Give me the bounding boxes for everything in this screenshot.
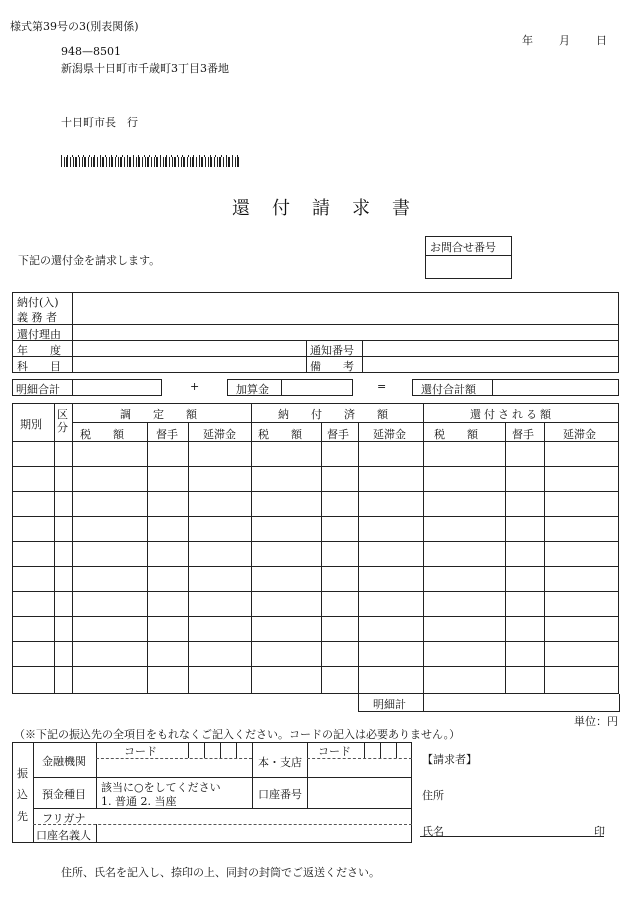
- sub-delay-1: 延滞金: [203, 428, 236, 441]
- branch-label: 本・支店: [258, 756, 302, 769]
- remarks-label: 備 考: [310, 360, 354, 373]
- account-type-label: 預金種目: [42, 788, 86, 801]
- recipient: 十日町市長 行: [61, 116, 138, 129]
- detail-total-label: 明細合計: [16, 383, 60, 396]
- footer-instruction: 住所、氏名を記入し、捺印の上、同封の封筒でご返送ください。: [61, 866, 380, 879]
- inquiry-number-field[interactable]: [428, 259, 508, 275]
- detail-subtotal-label: 明細計: [373, 698, 406, 711]
- postal-code: 948—8501: [61, 45, 121, 58]
- date-day: 日: [596, 34, 607, 47]
- code-label-2: コード: [318, 745, 351, 758]
- seal-label: 印: [594, 825, 605, 838]
- inquiry-label: お問合せ番号: [430, 241, 496, 254]
- bank-side-1: 振: [17, 767, 28, 780]
- fiscal-year-label: 年 度: [17, 344, 61, 357]
- additional-label: 加算金: [236, 383, 269, 396]
- document-title: 還付請求書: [232, 198, 432, 219]
- form-number: 様式第39号の3(別表関係): [10, 20, 139, 33]
- sub-tax-1: 税 額: [80, 428, 124, 441]
- col-class: 区分: [57, 408, 68, 434]
- intro-text: 下記の還付金を請求します。: [18, 254, 161, 267]
- furigana-label: フリガナ: [42, 812, 86, 825]
- sub-tax-3: 税 額: [434, 428, 478, 441]
- code-label-1: コード: [124, 745, 157, 758]
- detail-table: [12, 403, 619, 694]
- group-assessed: 調 定 額: [120, 408, 197, 421]
- claimant-label: 【請求者】: [422, 753, 477, 766]
- group-refund: 還付される額: [470, 408, 554, 421]
- sub-tax-2: 税 額: [258, 428, 302, 441]
- holder-label: 口座名義人: [36, 829, 91, 842]
- postal-barcode: [61, 157, 239, 167]
- date-year: 年: [522, 34, 533, 47]
- col-period: 期別: [20, 418, 42, 431]
- sub-urge-1: 督手: [156, 428, 178, 441]
- plus-sign: +: [190, 380, 200, 393]
- account-type-options[interactable]: 1. 普通 2. 当座: [101, 795, 177, 808]
- obligor-label-2: 義 務 者: [17, 311, 57, 324]
- bank-side-2: 込: [17, 788, 28, 801]
- group-paid: 納 付 済 額: [278, 408, 388, 421]
- address: 新潟県十日町市千歳町3丁目3番地: [61, 62, 229, 75]
- notice-number-label: 通知番号: [310, 344, 354, 357]
- transfer-note: （※下記の振込先の全項目をもれなくご記入ください。コードの記入は必要ありません。）: [14, 728, 461, 741]
- sub-delay-2: 延滞金: [373, 428, 406, 441]
- obligor-label-1: 納付(入): [17, 296, 59, 309]
- subject-label: 科 目: [17, 360, 61, 373]
- claimant-name-line: [420, 836, 604, 837]
- refund-reason-label: 還付理由: [17, 328, 61, 341]
- refund-total-label: 還付合計額: [421, 383, 476, 396]
- claimant-name-label: 氏名: [422, 825, 444, 838]
- bank-side-3: 先: [17, 810, 28, 823]
- institution-label: 金融機関: [42, 755, 86, 768]
- claimant-address-label: 住所: [422, 789, 444, 802]
- account-number-label: 口座番号: [258, 788, 302, 801]
- account-type-note: 該当に○をしてください: [101, 781, 221, 794]
- sub-urge-3: 督手: [512, 428, 534, 441]
- equals-sign: =: [377, 380, 387, 393]
- date-month: 月: [559, 34, 570, 47]
- unit-label: 単位：円: [574, 715, 618, 728]
- sub-delay-3: 延滞金: [563, 428, 596, 441]
- sub-urge-2: 督手: [327, 428, 349, 441]
